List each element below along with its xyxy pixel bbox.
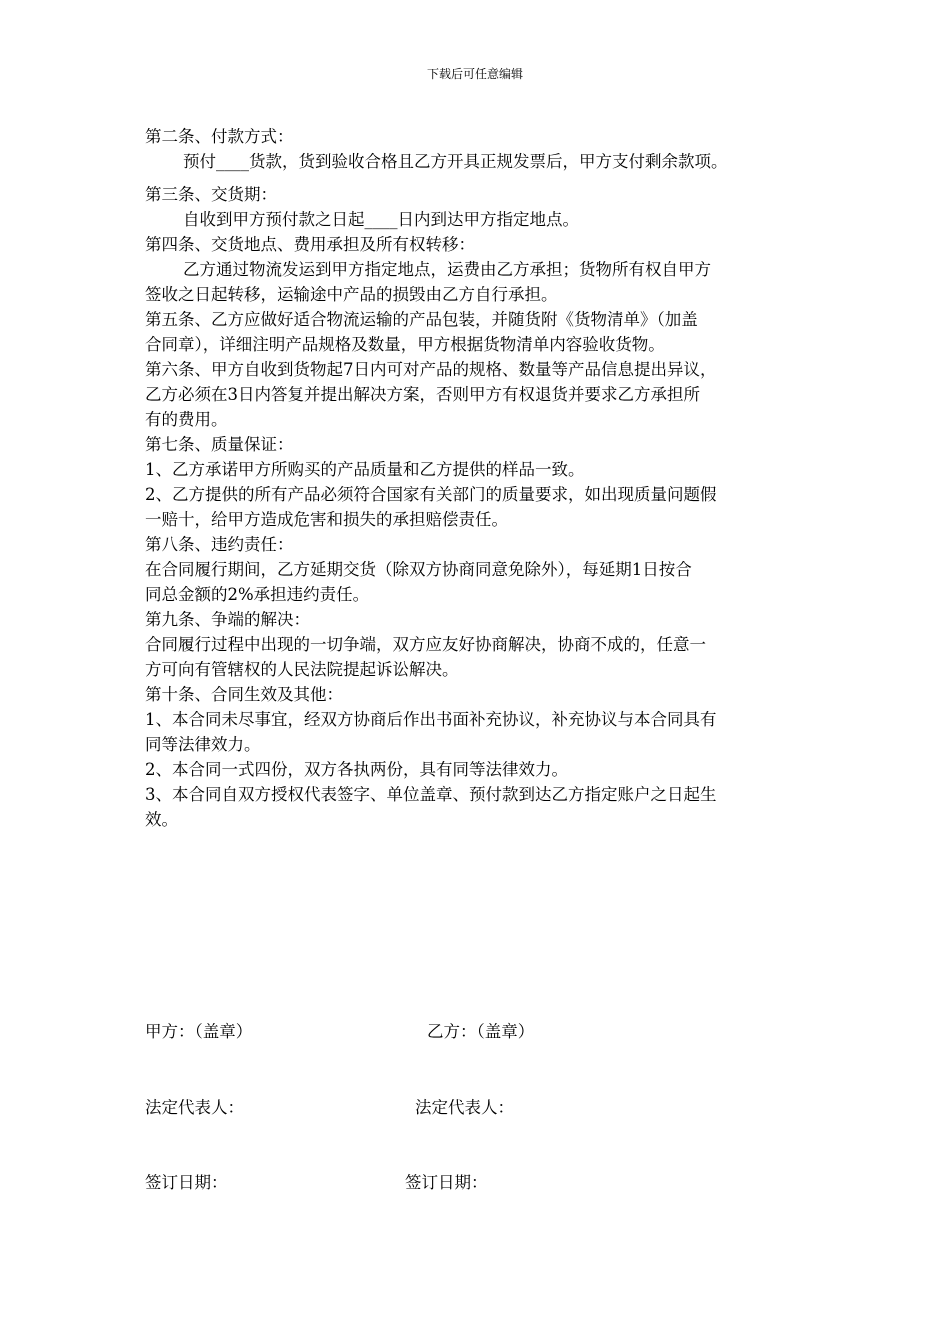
article-4-text-line-2: 签收之日起转移，运输途中产品的损毁由乙方自行承担。 — [145, 285, 558, 304]
contract-body — [145, 124, 835, 832]
party-a-representative-label: 法定代表人： — [145, 1098, 244, 1117]
article-4-text-line-1: 乙方通过物流发运到甲方指定地点，运费由乙方承担；货物所有权自甲方 — [183, 260, 711, 279]
page-header: 下载后可任意编辑 — [426, 67, 523, 81]
article-10-item-2: 2、本合同一式四份，双方各执两份，具有同等法律效力。 — [145, 760, 568, 779]
article-6-line-1: 第六条、甲方自收到货物起7日内可对产品的规格、数量等产品信息提出异议， — [145, 360, 717, 379]
article-4-heading: 第四条、交货地点、费用承担及所有权转移： — [145, 235, 475, 254]
article-5-line-2: 合同章），详细注明产品规格及数量，甲方根据货物清单内容验收货物。 — [145, 335, 665, 354]
article-8-line-1: 在合同履行期间，乙方延期交货（除双方协商同意免除外），每延期1日按合 — [145, 560, 692, 579]
article-6-line-3: 有的费用。 — [145, 410, 228, 429]
party-a-seal-label: 甲方：（盖章） — [145, 1022, 253, 1041]
article-10-item-3-line-2: 效。 — [145, 810, 178, 829]
party-b-representative-label: 法定代表人： — [415, 1098, 514, 1117]
article-8-line-2: 同总金额的2%承担违约责任。 — [145, 585, 370, 604]
article-2-text: 预付____货款，货到验收合格且乙方开具正规发票后，甲方支付剩余款项。 — [183, 152, 728, 171]
article-10-item-1-line-1: 1、本合同未尽事宜，经双方协商后作出书面补充协议，补充协议与本合同具有 — [145, 710, 717, 729]
article-9-heading: 第九条、争端的解决： — [145, 610, 310, 629]
article-9-line-1: 合同履行过程中出现的一切争端，双方应友好协商解决，协商不成的，任意一 — [145, 635, 706, 654]
article-3-text: 自收到甲方预付款之日起____日内到达甲方指定地点。 — [183, 210, 579, 229]
article-6-line-2: 乙方必须在3日内答复并提出解决方案，否则甲方有权退货并要求乙方承担所 — [145, 385, 700, 404]
article-10-item-1-line-2: 同等法律效力。 — [145, 735, 261, 754]
article-10-item-3-line-1: 3、本合同自双方授权代表签字、单位盖章、预付款到达乙方指定账户之日起生 — [145, 785, 717, 804]
article-7-heading: 第七条、质量保证： — [145, 435, 294, 454]
article-8-heading: 第八条、违约责任： — [145, 535, 294, 554]
article-10-heading: 第十条、合同生效及其他： — [145, 685, 343, 704]
party-b-date-label: 签订日期： — [405, 1173, 488, 1192]
party-b-seal-label: 乙方：（盖章） — [427, 1022, 535, 1041]
article-7-item-2-line-2: 一赔十，给甲方造成危害和损失的承担赔偿责任。 — [145, 510, 508, 529]
party-a-date-label: 签订日期： — [145, 1173, 228, 1192]
article-7-item-2-line-1: 2、乙方提供的所有产品必须符合国家有关部门的质量要求，如出现质量问题假 — [145, 485, 717, 504]
article-7-item-1: 1、乙方承诺甲方所购买的产品质量和乙方提供的样品一致。 — [145, 460, 585, 479]
article-2-heading: 第二条、付款方式： — [145, 127, 294, 146]
article-5-line-1: 第五条、乙方应做好适合物流运输的产品包装，并随货附《货物清单》（加盖 — [145, 310, 698, 329]
article-3-heading: 第三条、交货期： — [145, 185, 277, 204]
article-9-line-2: 方可向有管辖权的人民法院提起诉讼解决。 — [145, 660, 459, 679]
